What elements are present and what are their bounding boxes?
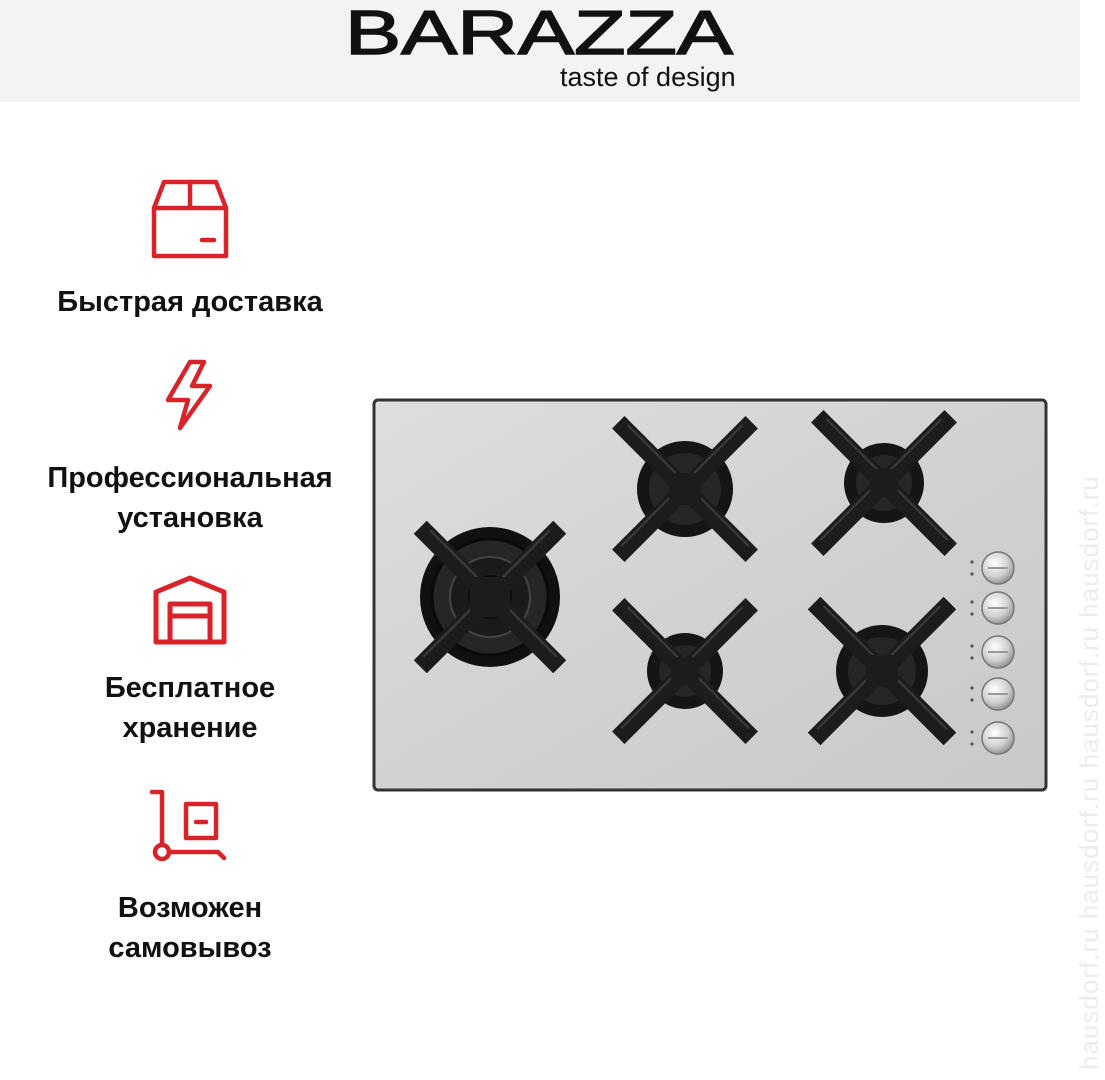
lightning-icon (160, 360, 220, 432)
brand-header (0, 0, 1080, 102)
feature-label-line2: самовывоз (108, 932, 272, 964)
burner-bottom-right (817, 606, 947, 733)
box-icon (148, 178, 232, 262)
brand-logo (345, 0, 735, 68)
feature-label-line1: Бесплатное (104, 672, 276, 704)
burner-large (420, 527, 560, 667)
feature-label-line1: Профессиональная (47, 462, 333, 494)
hand-truck-icon (150, 786, 230, 866)
feature-self-pickup (10, 786, 370, 968)
brand-tagline: taste of design (560, 62, 736, 92)
feature-label-line1: Быстрая доставка (57, 286, 323, 318)
watermark-text: hausdorf.ru hausdorf.ru hausdorf.ru hausdorf.ru (1074, 475, 1104, 1070)
feature-label-line2: хранение (122, 712, 258, 744)
feature-installation (10, 360, 370, 538)
watermark (1038, 270, 1104, 1070)
burner-top-middle (621, 425, 749, 549)
feature-fast-delivery (10, 178, 370, 322)
feature-free-storage (10, 574, 370, 748)
feature-label-line2: установка (117, 502, 263, 534)
feature-label-line1: Возможен (117, 892, 263, 924)
brand-name: BARAZZA (345, 0, 734, 68)
warehouse-icon (152, 574, 228, 646)
product-image-gas-hob (372, 398, 1048, 792)
